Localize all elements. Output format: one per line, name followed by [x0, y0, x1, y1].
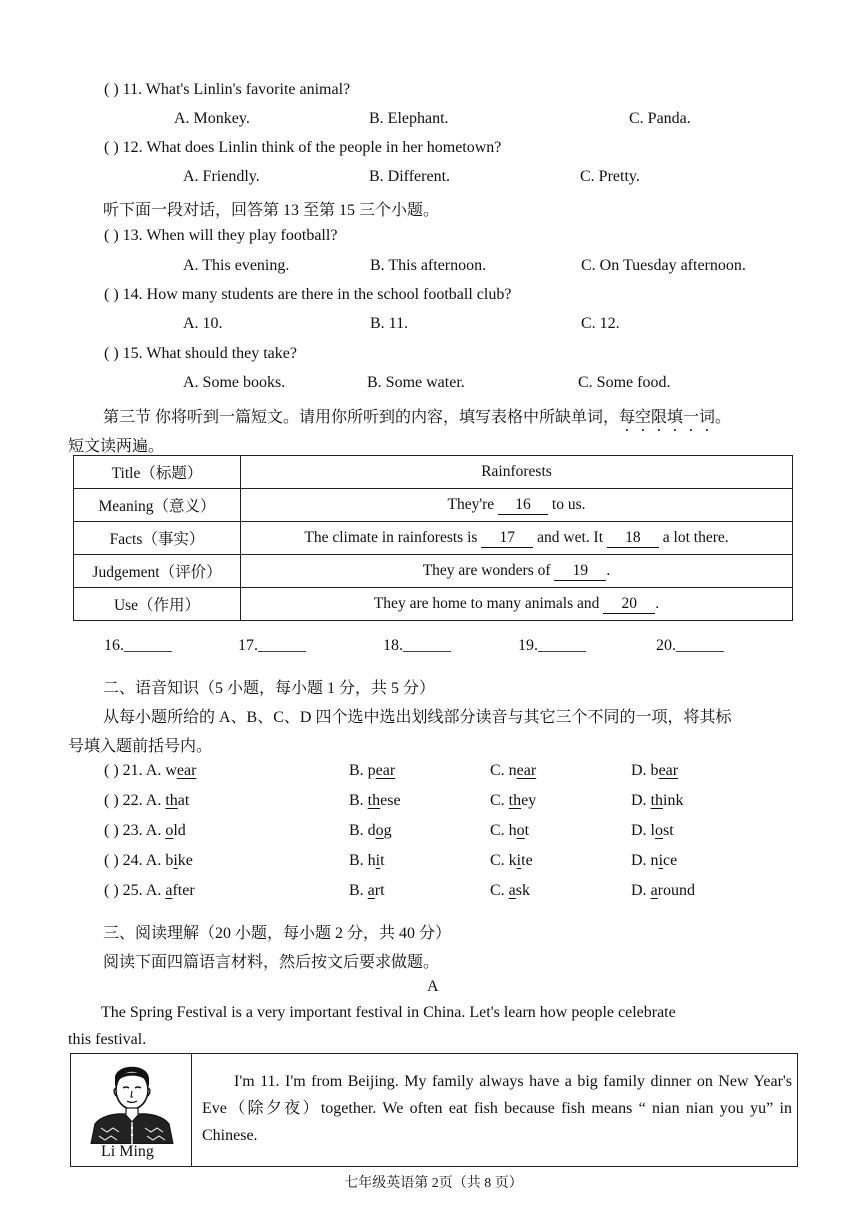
- option-a: A. Some books.: [183, 374, 286, 391]
- question-15: ( ) 15. What should they take?: [104, 345, 297, 362]
- table-row: [74, 522, 793, 555]
- part2-instruction-line2: 号填入题前括号内。: [68, 738, 213, 755]
- blank-16: 16: [498, 496, 548, 515]
- question-11: ( ) 11. What's Linlin's favorite animal?: [104, 81, 351, 98]
- passage-intro-line2: this festival.: [68, 1031, 147, 1048]
- phonics-option-c: C. ask: [490, 882, 531, 899]
- passage-intro: The Spring Festival is a very important festival in China. Let's learn how people celebrate: [101, 1004, 676, 1021]
- table-row: [74, 456, 793, 489]
- part2-instruction: 从每小题所给的 A、B、C、D 四个选中选出划线部分读音与其它三个不同的一项，将其标: [103, 709, 732, 726]
- blank-19: 19: [554, 562, 606, 581]
- answer-18: 18.______: [383, 637, 451, 654]
- table-row: [74, 588, 793, 621]
- row-content: The climate in rainforests is 17 and wet. It 18 a lot there.: [241, 522, 793, 555]
- row-content: Rainforests: [241, 456, 793, 489]
- part3-instruction: 阅读下面四篇语言材料，然后按文后要求做题。: [103, 954, 440, 971]
- passage-label: A: [427, 978, 439, 995]
- part2-title: 二、语音知识（5 小题，每小题 1 分，共 5 分）: [103, 680, 436, 697]
- option-b: B. Elephant.: [369, 110, 449, 127]
- row-label: Use（作用）: [74, 588, 241, 621]
- phonics-row-25: ( ) 25. A. after: [104, 882, 195, 899]
- blank-17: 17: [481, 529, 533, 548]
- person-card: [70, 1053, 798, 1167]
- row-content: They are wonders of 19 .: [241, 555, 793, 588]
- option-c: C. Panda.: [629, 110, 691, 127]
- phonics-option-c: C. they: [490, 792, 537, 809]
- blank-18: 18: [607, 529, 659, 548]
- phonics-row-22: ( ) 22. A. that: [104, 792, 190, 809]
- boy-portrait-icon: [71, 1056, 191, 1144]
- phonics-option-d: D. lost: [631, 822, 674, 839]
- option-b: B. 11.: [370, 315, 409, 332]
- page-footer: 七年级英语第 2页（共 8 页）: [344, 1176, 523, 1191]
- phonics-option-b: B. these: [349, 792, 401, 809]
- phonics-option-d: D. bear: [631, 762, 679, 779]
- phonics-option-d: D. around: [631, 882, 695, 899]
- answer-20: 20.______: [656, 637, 724, 654]
- row-content: They are home to many animals and 20 .: [241, 588, 793, 621]
- rainforest-table: [73, 455, 793, 621]
- option-a: A. Friendly.: [183, 168, 260, 185]
- option-c: C. Pretty.: [580, 168, 640, 185]
- person-name: Li Ming: [101, 1143, 154, 1160]
- row-label: Judgement（评价）: [74, 555, 241, 588]
- row-label: Title（标题）: [74, 456, 241, 489]
- answer-16: 16.______: [104, 637, 172, 654]
- section3-instruction: 第三节 你将听到一篇短文。请用你所听到的内容，填写表格中所缺单词，每空限填一词。: [103, 409, 732, 426]
- phonics-option-d: D. nice: [631, 852, 678, 869]
- person-portrait-cell: [71, 1054, 192, 1166]
- table-row: [74, 489, 793, 522]
- phonics-row-21: ( ) 21. A. wear: [104, 762, 197, 779]
- option-b: B. This afternoon.: [370, 257, 487, 274]
- phonics-option-d: D. think: [631, 792, 684, 809]
- section3-instruction-line2: 短文读两遍。: [68, 438, 165, 455]
- phonics-option-b: B. art: [349, 882, 385, 899]
- question-13: ( ) 13. When will they play football?: [104, 227, 338, 244]
- answer-19: 19.______: [518, 637, 586, 654]
- option-b: B. Some water.: [367, 374, 465, 391]
- person-text: I'm 11. I'm from Beijing. My family always have a big family dinner on New Year's Eve（除夕夜）together. We often eat fish because fish means “ nian nian you yu” in Chinese.: [202, 1073, 792, 1144]
- phonics-row-23: ( ) 23. A. old: [104, 822, 186, 839]
- phonics-option-b: B. hit: [349, 852, 385, 869]
- option-c: C. On Tuesday afternoon.: [581, 257, 746, 274]
- phonics-option-b: B. pear: [349, 762, 396, 779]
- phonics-option-c: C. kite: [490, 852, 533, 869]
- row-label: Facts（事实）: [74, 522, 241, 555]
- option-a: A. 10.: [183, 315, 223, 332]
- option-a: A. Monkey.: [174, 110, 250, 127]
- phonics-option-c: C. hot: [490, 822, 530, 839]
- question-14: ( ) 14. How many students are there in the school football club?: [104, 286, 512, 303]
- phonics-option-b: B. dog: [349, 822, 392, 839]
- blank-20: 20: [603, 595, 655, 614]
- answer-17: 17.______: [238, 637, 306, 654]
- question-12: ( ) 12. What does Linlin think of the people in her hometown?: [104, 139, 502, 156]
- option-c: C. Some food.: [578, 374, 671, 391]
- phonics-row-24: ( ) 24. A. bike: [104, 852, 193, 869]
- option-c: C. 12.: [581, 315, 620, 332]
- instruction-13-15: 听下面一段对话，回答第 13 至第 15 三个小题。: [103, 202, 440, 219]
- row-label: Meaning（意义）: [74, 489, 241, 522]
- option-a: A. This evening.: [183, 257, 290, 274]
- part3-title: 三、阅读理解（20 小题，每小题 2 分，共 40 分）: [103, 925, 452, 942]
- phonics-option-c: C. near: [490, 762, 537, 779]
- row-content: They're 16 to us.: [241, 489, 793, 522]
- table-row: [74, 555, 793, 588]
- option-b: B. Different.: [369, 168, 451, 185]
